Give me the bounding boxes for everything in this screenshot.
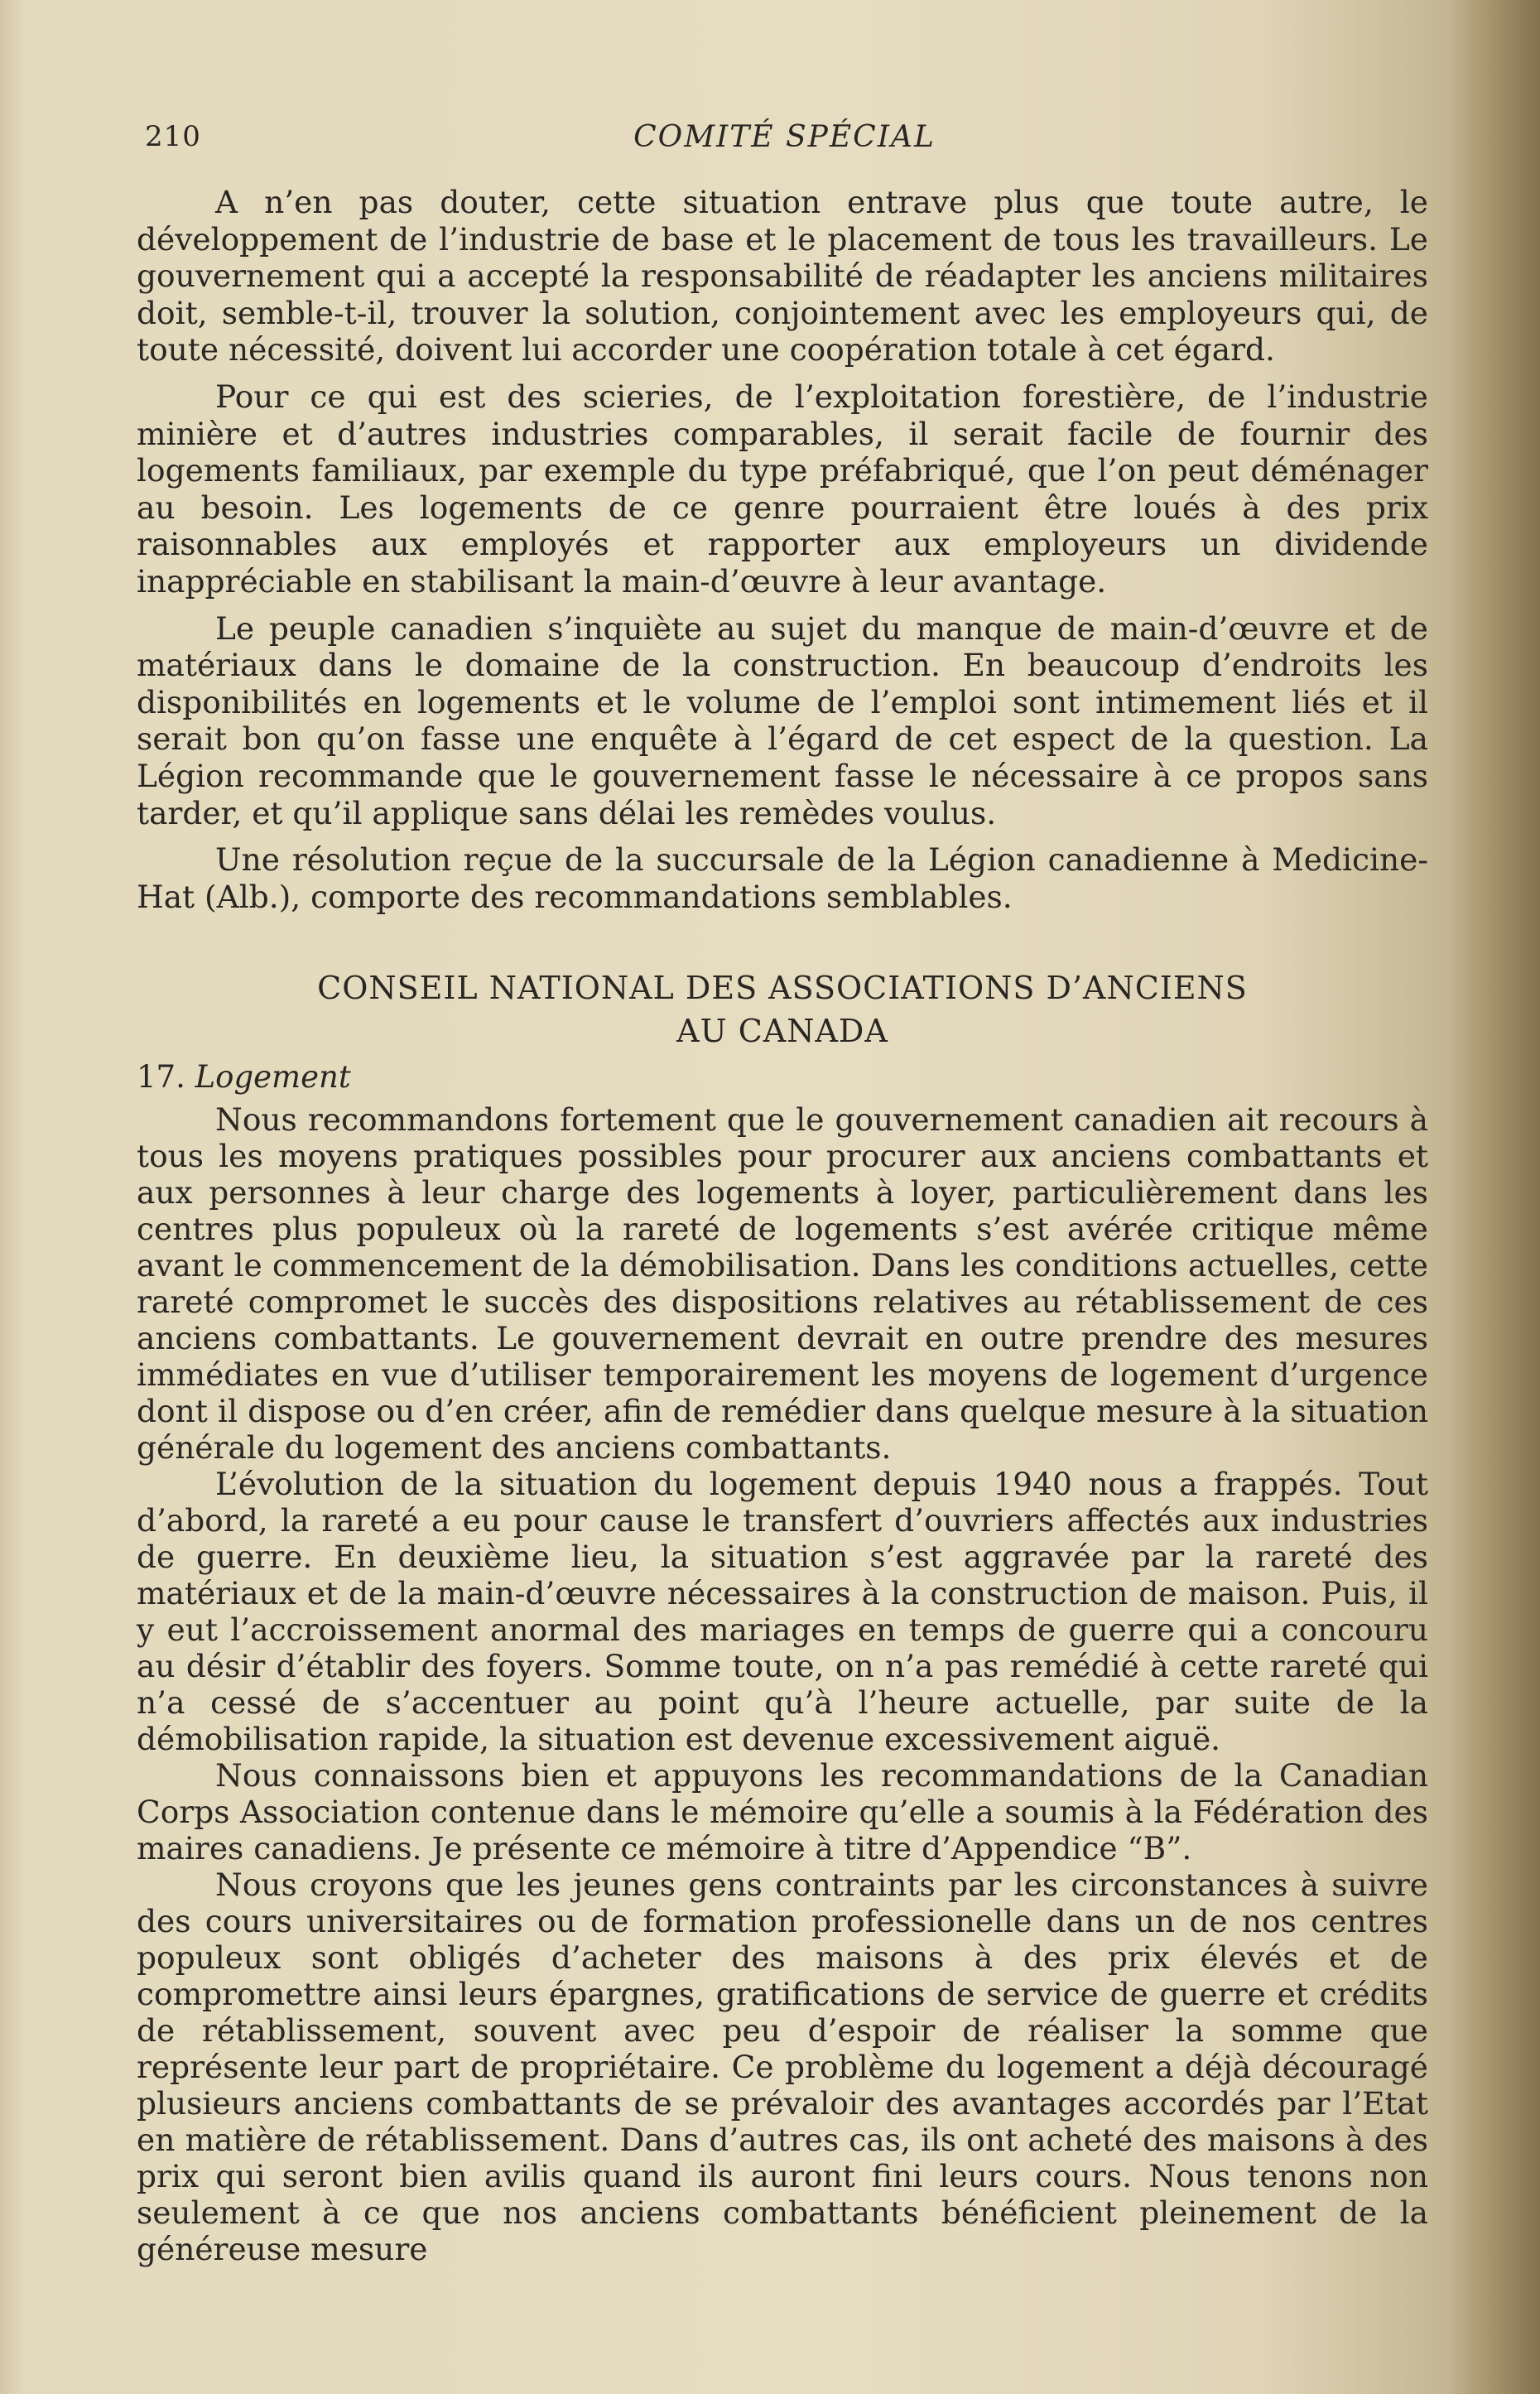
section-heading-line: CONSEIL NATIONAL DES ASSOCIATIONS D’ANCIENS	[317, 970, 1248, 1007]
paragraph: Nous croyons que les jeunes gens contraints par les circonstances à suivre des cours universitaires ou de formation professionelle dans un de nos centres populeux sont obligés d’acheter des maisons à des prix élevés et de compromettre ainsi leurs épargnes, gratifications de service de guerre et crédits de rétablissement, souvent avec peu d’espoir de réaliser la somme que représente leur part de propriétaire. Ce problème du logement a déjà découragé plusieurs anciens combattants de se prévaloir des avantages accordés par l’Etat en matière de rétablissement. Dans d’autres cas, ils ont acheté des maisons à des prix qui seront bien avilis quand ils auront fini leurs cours. Nous tenons non seulement à ce que nos anciens combattants bénéficient pleinement de la généreuse mesure	[137, 1866, 1428, 2267]
paragraph: Le peuple canadien s’inquiète au sujet du manque de main-d’œuvre et de matériaux dans le domaine de la construction. En beaucoup d’endroits les disponibilités en logements et le volume de l’emploi sont intimement liés et il serait bon qu’on fasse une enquête à l’égard de cet espect de la question. La Légion recommande que le gouvernement fasse le nécessaire à ce propos sans tarder, et qu’il applique sans délai les remèdes voulus.	[137, 609, 1428, 831]
section-text	[137, 1101, 1428, 2267]
section-heading	[137, 966, 1428, 1052]
page-body	[137, 184, 1428, 2267]
item-subheading	[137, 1059, 1428, 1096]
paragraph: Une résolution reçue de la succursale de la Légion canadienne à Medicine-Hat (Alb.), comporte des recommandations semblables.	[137, 841, 1428, 915]
paragraph: Nous connaissons bien et appuyons les recommandations de la Canadian Corps Association contenue dans le mémoire qu’elle a soumis à la Fédération des maires canadiens. Je présente ce mémoire à titre d’Appendice “B”.	[137, 1756, 1428, 1867]
paragraph: A n’en pas douter, cette situation entrave plus que toute autre, le développement de l’industrie de base et le placement de tous les travailleurs. Le gouvernement qui a accepté la responsabilité de réadapter les anciens militaires doit, semble-t-il, trouver la solution, conjointement avec les employeurs qui, de toute nécessité, doivent lui accorder une coopération totale à cet égard.	[137, 184, 1428, 368]
paragraph: Nous recommandons fortement que le gouvernement canadien ait recours à tous les moyens pratiques possibles pour procurer aux anciens combattants et aux personnes à leur charge des logements à loyer, particulièrement dans les centres plus populeux où la rareté de logements s’est avérée critique même avant le commencement de la démobilisation. Dans les conditions actuelles, cette rareté compromet le succès des dispositions relatives au rétablissement de ces anciens combattants. Le gouvernement devrait en outre prendre des mesures immédiates en vue d’utiliser temporairement les moyens de logement d’urgence dont il dispose ou d’en créer, afin de remédier dans quelque mesure à la situation générale du logement des anciens combattants.	[137, 1101, 1428, 1466]
page-binding-shadow	[1449, 0, 1540, 2394]
page-header	[145, 120, 1424, 161]
paragraph: Pour ce qui est des scieries, de l’exploitation forestière, de l’industrie minière et d’autres industries comparables, il serait facile de fournir des logements familiaux, par exemple du type préfabriqué, que l’on peut déménager au besoin. Les logements de ce genre pourraient être loués à des prix raisonnables aux employés et rapporter aux employeurs un dividende inappréciable en stabilisant la main-d’œuvre à leur avantage.	[137, 378, 1428, 600]
page-number: 210	[145, 120, 201, 153]
item-title: Logement	[195, 1059, 351, 1096]
section-heading-line: AU CANADA	[676, 1013, 888, 1050]
paragraph: L’évolution de la situation du logement depuis 1940 nous a frappés. Tout d’abord, la rareté a eu pour cause le transfert d’ouvriers affectés aux industries de guerre. En deuxième lieu, la situation s’est aggravée par la rareté des matériaux et de la main-d’œuvre nécessaires à la construction de maison. Puis, il y eut l’accroissement anormal des mariages en temps de guerre qui a concouru au désir d’établir des foyers. Somme toute, on n’a pas remédié à cette rareté qui n’a cessé de s’accentuer au point qu’à l’heure actuelle, par suite de la démobilisation rapide, la situation est devenue excessivement aiguë.	[137, 1465, 1428, 1757]
running-title: COMITÉ SPÉCIAL	[633, 120, 936, 154]
item-number: 17.	[137, 1059, 185, 1096]
